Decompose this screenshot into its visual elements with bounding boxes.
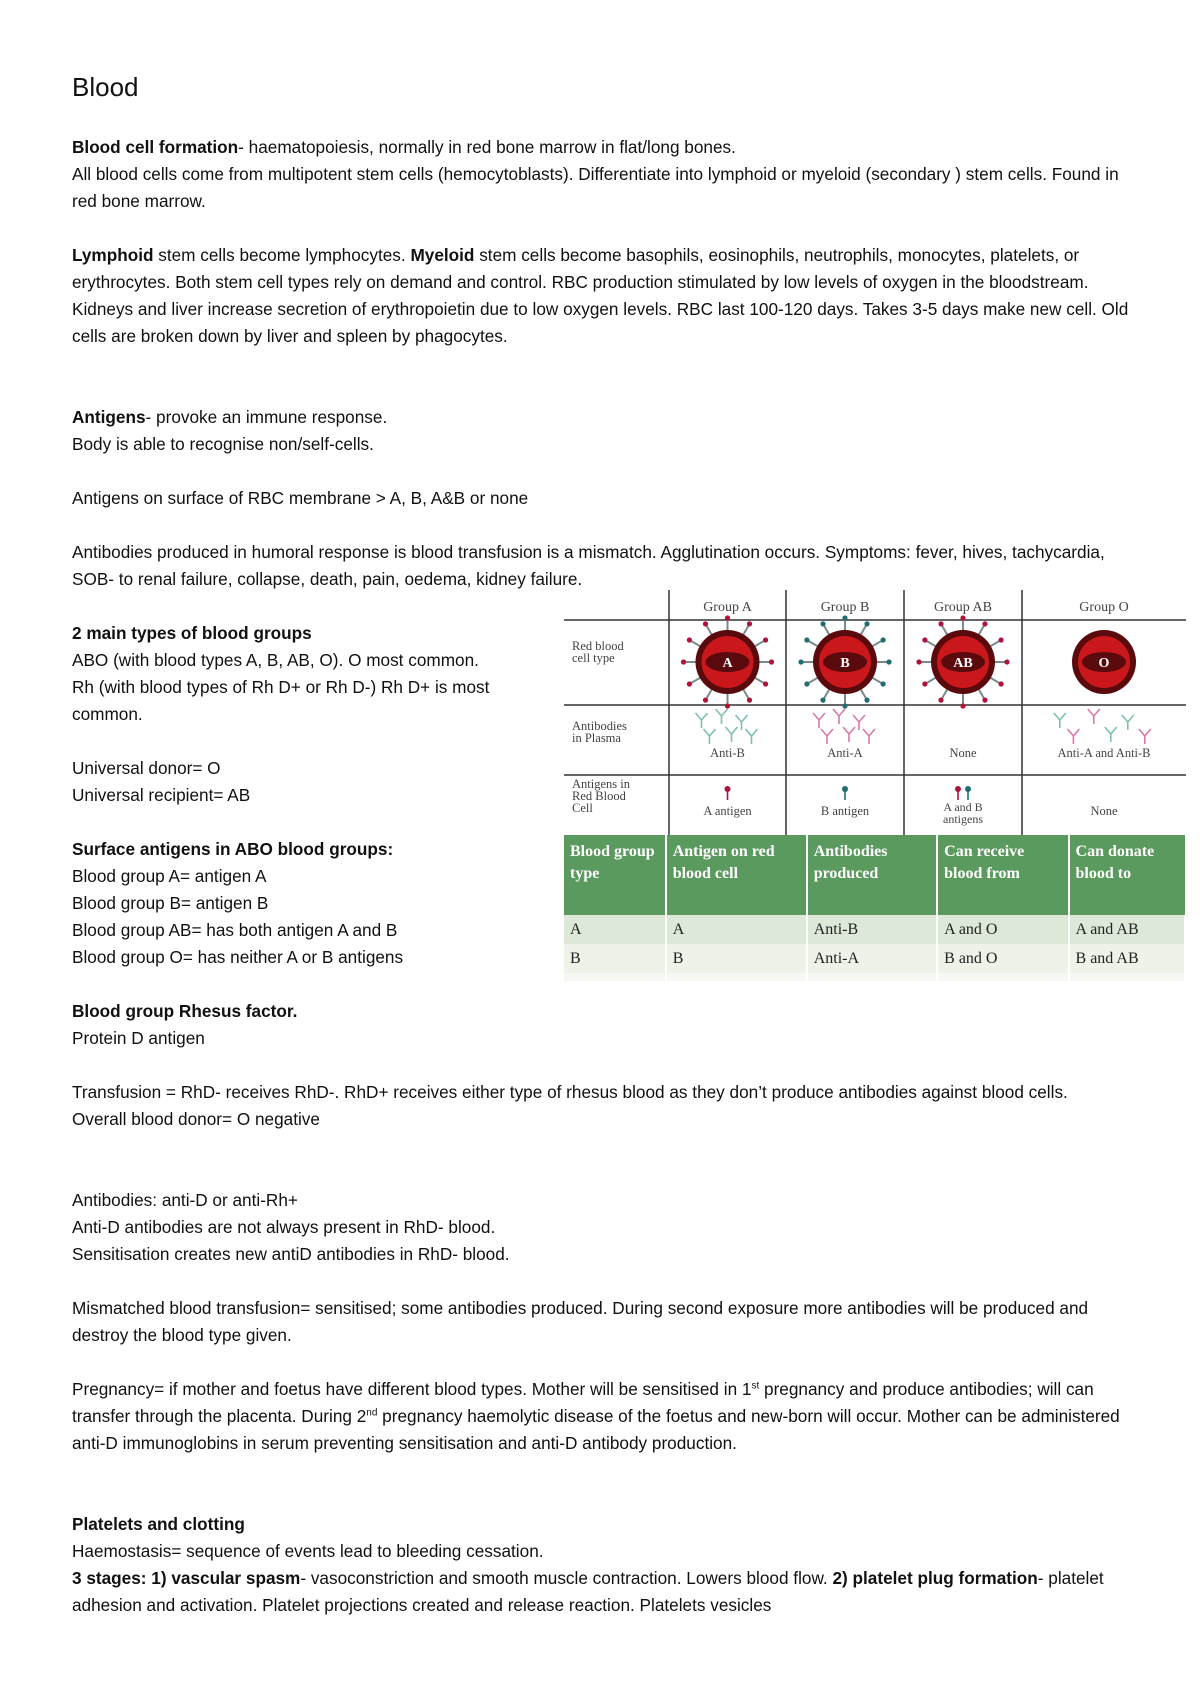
- antigen-label: B antigen: [820, 804, 870, 818]
- text-line: Blood group AB= has both antigen A and B: [72, 920, 398, 940]
- antigen-tip: [960, 615, 965, 620]
- text-line: Overall blood donor= O negative: [72, 1109, 320, 1129]
- antibody-shape: [813, 713, 819, 720]
- blood-group-table-wrap: [564, 835, 1186, 973]
- antibody-shape: [869, 729, 875, 736]
- text-line: ABO (with blood types A, B, AB, O). O most common.: [72, 650, 479, 670]
- paragraph-pregnancy: [72, 1376, 1132, 1457]
- text-line: Haemostasis= sequence of events lead to bleeding cessation.: [72, 1541, 544, 1561]
- antigen-tip: [842, 703, 847, 708]
- row-label: Antibodies: [572, 719, 627, 733]
- column-header: Group O: [1079, 600, 1129, 615]
- antibody-label: Anti-A and Anti-B: [1057, 746, 1151, 760]
- antigen-tip: [747, 698, 752, 703]
- antigen-tip: [842, 615, 847, 620]
- paragraph-rbc-antigens: [72, 485, 1132, 512]
- antibody-shape: [1067, 729, 1073, 736]
- text: - vasoconstriction and smooth muscle contraction. Lowers blood flow.: [300, 1568, 833, 1588]
- antigen-tip: [864, 621, 869, 626]
- blood-group-figure: [564, 590, 1186, 970]
- text-line: Body is able to recognise non/self-cells.: [72, 434, 374, 454]
- text: - platelet adhesion and activation. Platelet projections created and release reaction. Platelets vesicles: [72, 1568, 1104, 1615]
- antigen-label: A antigen: [703, 804, 752, 818]
- table-header-cell: Antigen on red blood cell: [666, 835, 807, 915]
- antigen-tip: [798, 659, 803, 664]
- row-label: Red blood: [572, 639, 624, 653]
- blood-group-table: [564, 835, 1186, 981]
- antigen-tip: [881, 681, 886, 686]
- table-header-cell: Blood group type: [564, 835, 666, 915]
- antigen-tip: [960, 703, 965, 708]
- diagram-svg: [564, 590, 1186, 835]
- antigen-tip: [804, 637, 809, 642]
- antigen-tip: [916, 659, 921, 664]
- antibody-label: None: [949, 746, 977, 760]
- antibody-shape: [746, 729, 752, 736]
- text-line: Rh (with blood types of Rh D+ or Rh D-) Rh D+ is most common.: [72, 677, 490, 724]
- cell-label: AB: [953, 656, 973, 671]
- antibody-shape: [849, 727, 855, 734]
- antigen-tip: [820, 621, 825, 626]
- antibody-shape: [821, 729, 827, 736]
- text-line: Transfusion = RhD- receives RhD-. RhD+ receives either type of rhesus blood as they don’t produce antibodies against blood cells.: [72, 1082, 1068, 1102]
- antibody-shape: [710, 729, 716, 736]
- text-line: Mismatched blood transfusion= sensitised; some antibodies produced. During second exposure more antibodies will be produced and destroy the blood type given.: [72, 1298, 1089, 1345]
- antibody-label: Anti-A: [827, 746, 863, 760]
- column-header: Group AB: [934, 600, 992, 615]
- text-line: Universal donor= O: [72, 758, 221, 778]
- antigen-tip: [864, 698, 869, 703]
- antigen-tip: [703, 698, 708, 703]
- paragraph-antigens: [72, 404, 1132, 458]
- superscript: nd: [366, 1407, 378, 1419]
- antibody-shape: [1145, 729, 1151, 736]
- table-cell: Anti-B: [807, 915, 937, 944]
- text: Pregnancy= if mother and foetus have different blood types. Mother will be sensitised in 1: [72, 1379, 752, 1399]
- text-line: Blood group O= has neither A or B antigens: [72, 947, 404, 967]
- cell-label: B: [840, 656, 850, 671]
- term-myeloid: Myeloid: [410, 245, 475, 265]
- antigen-tip: [681, 659, 686, 664]
- term-lymphoid: Lymphoid: [72, 245, 154, 265]
- antigen-tip: [881, 637, 886, 642]
- antigen-tip: [763, 637, 768, 642]
- antigen-label: A and B: [943, 800, 983, 814]
- antigen-tip: [703, 621, 708, 626]
- cell-label: O: [1098, 656, 1110, 671]
- text: pregnancy haemolytic disease of the foetus and new-born will occur. Mother can be administered anti-D immunoglobins in serum preventing sensitisation and anti-D antibody production.: [72, 1406, 1120, 1453]
- text: stem cells become basophils, eosinophils, neutrophils, monocytes, platelets, or erythrocytes. Both stem cell types rely on demand and control. RBC production stimulated by low levels of oxygen in the bloodstream. Kidneys and liver increase secretion of erythropoietin due to low oxygen levels. RBC last 100-120 days. Takes 3-5 days make new cell. Old cells are broken down by liver and spleen by phagocytes.: [72, 245, 1129, 346]
- antibody-shape: [1073, 729, 1079, 736]
- paragraph-surface-antigens: [72, 836, 552, 971]
- antigen-shape: [965, 786, 971, 792]
- antigen-tip: [886, 659, 891, 664]
- antibody-shape: [859, 715, 865, 722]
- table-cell: B: [564, 944, 666, 973]
- antigen-label: None: [1090, 804, 1118, 818]
- antigen-shape: [842, 786, 848, 792]
- antigen-shape: [955, 786, 961, 792]
- text-line: Sensitisation creates new antiD antibodies in RhD- blood.: [72, 1244, 510, 1264]
- antigen-tip: [820, 698, 825, 703]
- paragraph-platelets: [72, 1511, 1132, 1619]
- antibody-shape: [1111, 727, 1117, 734]
- text-line: All blood cells come from multipotent stem cells (hemocytoblasts). Differentiate into lymphoid or myeloid (secondary ) stem cells. Found in red bone marrow.: [72, 164, 1119, 211]
- antigen-tip: [747, 621, 752, 626]
- antigen-tip: [725, 615, 730, 620]
- antibody-shape: [863, 729, 869, 736]
- table-cell: A and AB: [1069, 915, 1185, 944]
- text: - haematopoiesis, normally in red bone marrow in flat/long bones.: [238, 137, 736, 157]
- table-cell: B and O: [937, 944, 1068, 973]
- antibody-shape: [1128, 715, 1134, 722]
- text: - provoke an immune response.: [145, 407, 388, 427]
- term-antigens: Antigens: [72, 407, 146, 427]
- row-label: Antigens in: [572, 777, 630, 791]
- text-line: Antibodies produced in humoral response is blood transfusion is a mismatch. Agglutination occurs. Symptoms: fever, hives, tachycardia, SOB- to renal failure, collapse, death, pain, oedema, kidney failure.: [72, 542, 1105, 589]
- term-platelet-plug: 2) platelet plug formation: [832, 1568, 1038, 1588]
- text-line: Universal recipient= AB: [72, 785, 251, 805]
- superscript: st: [751, 1380, 760, 1392]
- antigen-tip: [922, 681, 927, 686]
- text-line: Blood group A= antigen A: [72, 866, 267, 886]
- antigen-tip: [922, 637, 927, 642]
- antibody-shape: [1094, 709, 1100, 716]
- text: stem cells become lymphocytes.: [153, 245, 411, 265]
- antigen-tip: [938, 621, 943, 626]
- paragraph-transfusion: [72, 1079, 1132, 1133]
- table-cell: Anti-A: [807, 944, 937, 973]
- text-line: Anti-D antibodies are not always present in RhD- blood.: [72, 1217, 496, 1237]
- antibody-shape: [1060, 713, 1066, 720]
- row-label: Red Blood: [572, 789, 626, 803]
- antibody-shape: [1054, 713, 1060, 720]
- text: pregnancy and produce antibodies; will can transfer through the placenta. During 2: [72, 1379, 1094, 1426]
- term-stages: 3 stages: 1) vascular spasm: [72, 1568, 301, 1588]
- page-title: Blood: [72, 72, 139, 102]
- table-header-cell: Can donate blood to: [1069, 835, 1185, 915]
- column-header: Group B: [820, 600, 870, 615]
- paragraph-blood-cell-formation: [72, 134, 1132, 215]
- antigen-tip: [938, 698, 943, 703]
- antigen-tip: [763, 681, 768, 686]
- table-cell: B and AB: [1069, 944, 1185, 973]
- text-line: Blood group B= antigen B: [72, 893, 269, 913]
- blood-group-diagram: [564, 590, 1186, 835]
- table-header-cell: Antibodies produced: [807, 835, 937, 915]
- antigen-shape: [725, 786, 731, 792]
- paragraph-mismatched: [72, 1295, 1132, 1349]
- antigen-tip: [769, 659, 774, 664]
- section-heading: Platelets and clotting: [72, 1514, 245, 1534]
- cell-label: A: [722, 656, 733, 671]
- antibody-shape: [696, 713, 702, 720]
- paragraph-antibodies: [72, 539, 1132, 593]
- column-header: Group A: [703, 600, 752, 615]
- antibody-shape: [1139, 729, 1145, 736]
- antibody-shape: [833, 709, 839, 716]
- term-blood-cell-formation: Blood cell formation: [72, 137, 239, 157]
- antibody-shape: [722, 709, 728, 716]
- antibody-shape: [853, 715, 859, 722]
- antigen-tip: [999, 637, 1004, 642]
- antibody-shape: [752, 729, 758, 736]
- table-row: [564, 944, 1185, 973]
- row-label: cell type: [572, 651, 615, 665]
- paragraph-universal: [72, 755, 552, 809]
- text-line: Antigens on surface of RBC membrane > A, B, A&B or none: [72, 488, 529, 508]
- antibody-label: Anti-B: [710, 746, 745, 760]
- antibody-shape: [704, 729, 710, 736]
- paragraph-anti-d: [72, 1187, 1132, 1268]
- text-line: Protein D antigen: [72, 1028, 205, 1048]
- antigen-tip: [982, 698, 987, 703]
- row-label: Cell: [572, 801, 593, 815]
- antigen-tip: [687, 681, 692, 686]
- table-row-spacer: [564, 973, 1185, 981]
- antibody-shape: [1105, 727, 1111, 734]
- table-cell: A and O: [937, 915, 1068, 944]
- antigen-label: antigens: [943, 812, 983, 826]
- antibody-shape: [819, 713, 825, 720]
- antibody-shape: [702, 713, 708, 720]
- table-cell: A: [564, 915, 666, 944]
- table-cell: A: [666, 915, 807, 944]
- section-heading: Blood group Rhesus factor.: [72, 1001, 298, 1021]
- antibody-shape: [736, 715, 742, 722]
- section-heading: Surface antigens in ABO blood groups:: [72, 839, 394, 859]
- antigen-tip: [982, 621, 987, 626]
- antibody-shape: [726, 727, 732, 734]
- table-header-row: [564, 835, 1185, 915]
- antibody-shape: [716, 709, 722, 716]
- row-label: in Plasma: [572, 731, 621, 745]
- antibody-shape: [839, 709, 845, 716]
- table-header-cell: Can receive blood from: [937, 835, 1068, 915]
- antibody-shape: [827, 729, 833, 736]
- table-row: [564, 915, 1185, 944]
- antigen-tip: [999, 681, 1004, 686]
- table-cell: B: [666, 944, 807, 973]
- section-heading: 2 main types of blood groups: [72, 623, 312, 643]
- antibody-shape: [732, 727, 738, 734]
- antigen-tip: [1004, 659, 1009, 664]
- antigen-tip: [804, 681, 809, 686]
- antigen-tip: [687, 637, 692, 642]
- text-line: Antibodies: anti-D or anti-Rh+: [72, 1190, 298, 1210]
- paragraph-stem-cells: [72, 242, 1132, 350]
- antibody-shape: [843, 727, 849, 734]
- antibody-shape: [742, 715, 748, 722]
- antibody-shape: [1122, 715, 1128, 722]
- antigen-tip: [725, 703, 730, 708]
- paragraph-rhesus: [72, 998, 1132, 1052]
- antibody-shape: [1088, 709, 1094, 716]
- paragraph-blood-group-types: [72, 620, 552, 728]
